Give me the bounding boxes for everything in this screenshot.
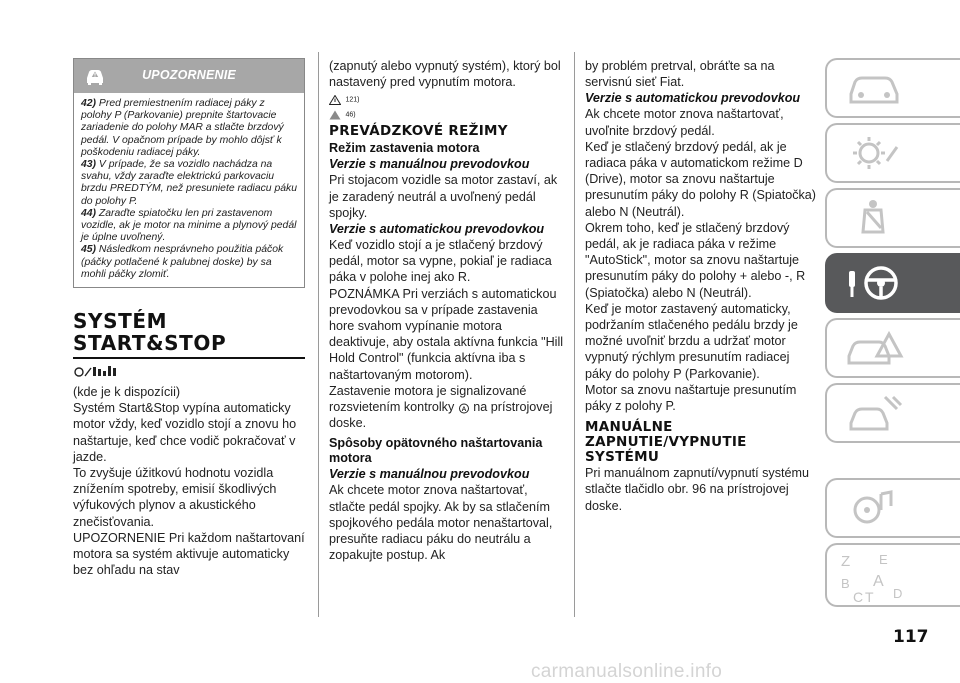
paragraph: by problém pretrval, obráťte sa na servisnú sieť Fiat. xyxy=(585,59,775,90)
warning-body xyxy=(74,93,304,287)
column-left xyxy=(73,58,305,578)
note-triangle-icon xyxy=(329,110,341,120)
paragraph: Keď je stlačený brzdový pedál, ak je radiaca páka v automatickom režime D (Drive), motor sa znovu naštartuje presunutím páky do polohy R (Spiatočka) alebo N (Neutrál). xyxy=(585,139,817,219)
reference-number: 46) xyxy=(345,111,356,119)
subheading-italic: Verzie s manuálnou prevodovkou xyxy=(329,157,530,172)
tab-starting-driving[interactable] xyxy=(825,253,960,313)
paragraph: Okrem toho, keď je stlačený brzdový pedál, ak je radiaca páka v režime "AutoStick", motor sa znovu naštartuje presunutím páky do polohy + alebo -, R (Spiatočka) alebo N (Neutrál). xyxy=(585,220,806,300)
paragraph: UPOZORNENIE Pri každom naštartovaní motora sa systém aktivuje automaticky bez ohľadu na stav xyxy=(73,530,305,578)
heading-rule xyxy=(73,357,305,359)
section-heading: SYSTÉM xyxy=(73,309,168,334)
subheading-italic: Verzie s automatickou prevodovkou xyxy=(585,91,801,106)
index-letter: D xyxy=(893,586,903,601)
subheading-italic: Verzie s manuálnou prevodovkou xyxy=(329,467,530,482)
index-letter: A xyxy=(873,573,884,590)
steering-wheel-key-icon xyxy=(845,261,905,305)
paragraph: POZNÁMKA Pri verziách s automatickou prevodovkou sa v prípade zastavenia hore svahom vypínanie motora deaktivuje, aby ostala aktívna funkcia "Hill Hold Control" (funkcia aktívna iba s naštartovaným motorom). xyxy=(329,286,564,382)
dashboard-lights-icon xyxy=(845,131,905,175)
tab-dashboard-lights[interactable] xyxy=(825,123,960,183)
section-heading: MANUÁLNE xyxy=(585,419,673,436)
column-right xyxy=(585,58,819,514)
warning-item: 42) Pred premiestnením radiacej páky z polohy P (Parkovanie) prepnite štartovacie zariadenie do polohy MAR a stlačte brzdový pedál. V opačnom prípade by mohlo dôjsť k poškodeniu radiacej páky. xyxy=(81,98,284,158)
tab-maintenance[interactable] xyxy=(825,383,960,443)
section-heading: PREVÁDZKOVÉ REŽIMY xyxy=(329,123,508,140)
index-letter: B xyxy=(841,576,850,591)
paragraph: Ak chcete motor znova naštartovať, uvoľnite brzdový pedál. xyxy=(585,107,784,138)
subheading: Spôsoby opätovného naštartovania motora xyxy=(329,436,543,466)
subheading: Režim zastavenia motora xyxy=(329,141,480,156)
multimedia-icon xyxy=(845,486,905,530)
tab-emergency[interactable] xyxy=(825,318,960,378)
index-letter: C xyxy=(853,589,864,605)
warning-triangle-icon xyxy=(329,95,341,105)
paragraph: Zastavenie motora je signalizované rozsvietením kontrolky A na prístrojovej doske. xyxy=(329,383,553,431)
car-overview-icon xyxy=(845,66,905,110)
column-middle xyxy=(329,58,565,563)
index-letter: T xyxy=(865,589,874,605)
column-divider xyxy=(574,52,575,617)
warning-item: 43) V prípade, že sa vozidlo nachádza na svahu, vždy zaraďte elektrickú parkovaciu brzdu PREDTÝM, než presuniete radiacu páku do polohy P. xyxy=(81,159,298,207)
service-wrench-icon xyxy=(845,391,905,435)
index-letters-icon xyxy=(837,548,917,606)
reference-warning xyxy=(329,91,565,106)
safety-seatbelt-icon xyxy=(845,196,905,240)
tab-car-overview[interactable] xyxy=(825,58,960,118)
subheading-italic: Verzie s automatickou prevodovkou xyxy=(329,222,545,237)
index-letter: E xyxy=(879,552,888,567)
paragraph: Keď vozidlo stojí a je stlačený brzdový pedál, motor sa vypne, pokiaľ je radiaca páka v polohe inej ako R. xyxy=(329,238,552,285)
section-manual xyxy=(585,420,819,465)
paragraph: Motor sa znovu naštartuje presunutím páky z polohy P. xyxy=(585,382,797,414)
paragraph: Systém Start&Stop vypína automaticky motor vždy, keď vozidlo stojí a znovu ho naštartuje, keď chce vodič pokračovať v jazde. xyxy=(73,401,297,464)
warning-box xyxy=(73,58,305,288)
reference-note xyxy=(329,106,565,122)
column-divider xyxy=(318,52,319,617)
watermark: carmanualsonline.info xyxy=(531,661,723,682)
index-letter: Z xyxy=(841,553,851,570)
paragraph: Keď je motor zastavený automaticky, podržaním stlačeného pedálu brzdy je možné uvoľniť brzdu a udržať motor vypnutý rýchlym presunutím radiacej páky do polohy P (Parkovanie). xyxy=(585,301,798,381)
tab-safety[interactable] xyxy=(825,188,960,248)
tab-multimedia[interactable] xyxy=(825,478,960,538)
section-heading: SYSTÉMU xyxy=(585,449,660,466)
paragraph: Pri manuálnom zapnutí/vypnutí systému stlačte tlačidlo obr. 96 na prístrojovej doske. xyxy=(585,466,809,513)
section-heading: ZAPNUTIE/VYPNUTIE xyxy=(585,434,747,451)
paragraph: To zvyšuje úžitkovú hodnotu vozidla znížením spotreby, emisií škodlivých výfukových plynov a akustického znečisťovania. xyxy=(73,466,277,529)
paragraph: (kde je k dispozícii) xyxy=(73,385,181,400)
paragraph: (zapnutý alebo vypnutý systém), ktorý bol nastavený pred vypnutím motora. xyxy=(329,59,561,90)
warning-title: UPOZORNENIE xyxy=(142,68,236,82)
section-start-stop xyxy=(73,310,305,578)
warning-car-icon xyxy=(845,326,905,370)
warning-item: 45) Následkom nesprávneho použitia páčok (páčky potlačené k palubnej doske) by sa mohli páčky zlomiť. xyxy=(81,244,284,280)
page-number: 117 xyxy=(893,627,929,647)
warning-header xyxy=(74,59,304,93)
start-stop-indicator-icon xyxy=(458,402,470,414)
svg-text:A: A xyxy=(461,405,467,413)
reference-number: 121) xyxy=(345,96,360,104)
warning-item: 44) Zaraďte spiatočku len pri zastavenom vozidle, ak je motor na minime a plynový pedál je úplne uvoľnený. xyxy=(81,207,297,244)
paragraph: Ak chcete motor znova naštartovať, stlačte pedál spojky. Ak by sa stlačením spojkového pedála motor nenaštartoval, presuňte radiacu páku do neutrálu a zopakujte postup. Ak xyxy=(329,483,553,563)
body-text xyxy=(73,384,305,578)
paragraph: Pri stojacom vozidle sa motor zastaví, ak je zaradený neutrál a uvoľnený pedál spojky. xyxy=(329,173,558,220)
tab-index[interactable] xyxy=(825,543,960,607)
equipment-icons xyxy=(73,365,119,378)
section-heading: START&STOP xyxy=(73,331,227,356)
